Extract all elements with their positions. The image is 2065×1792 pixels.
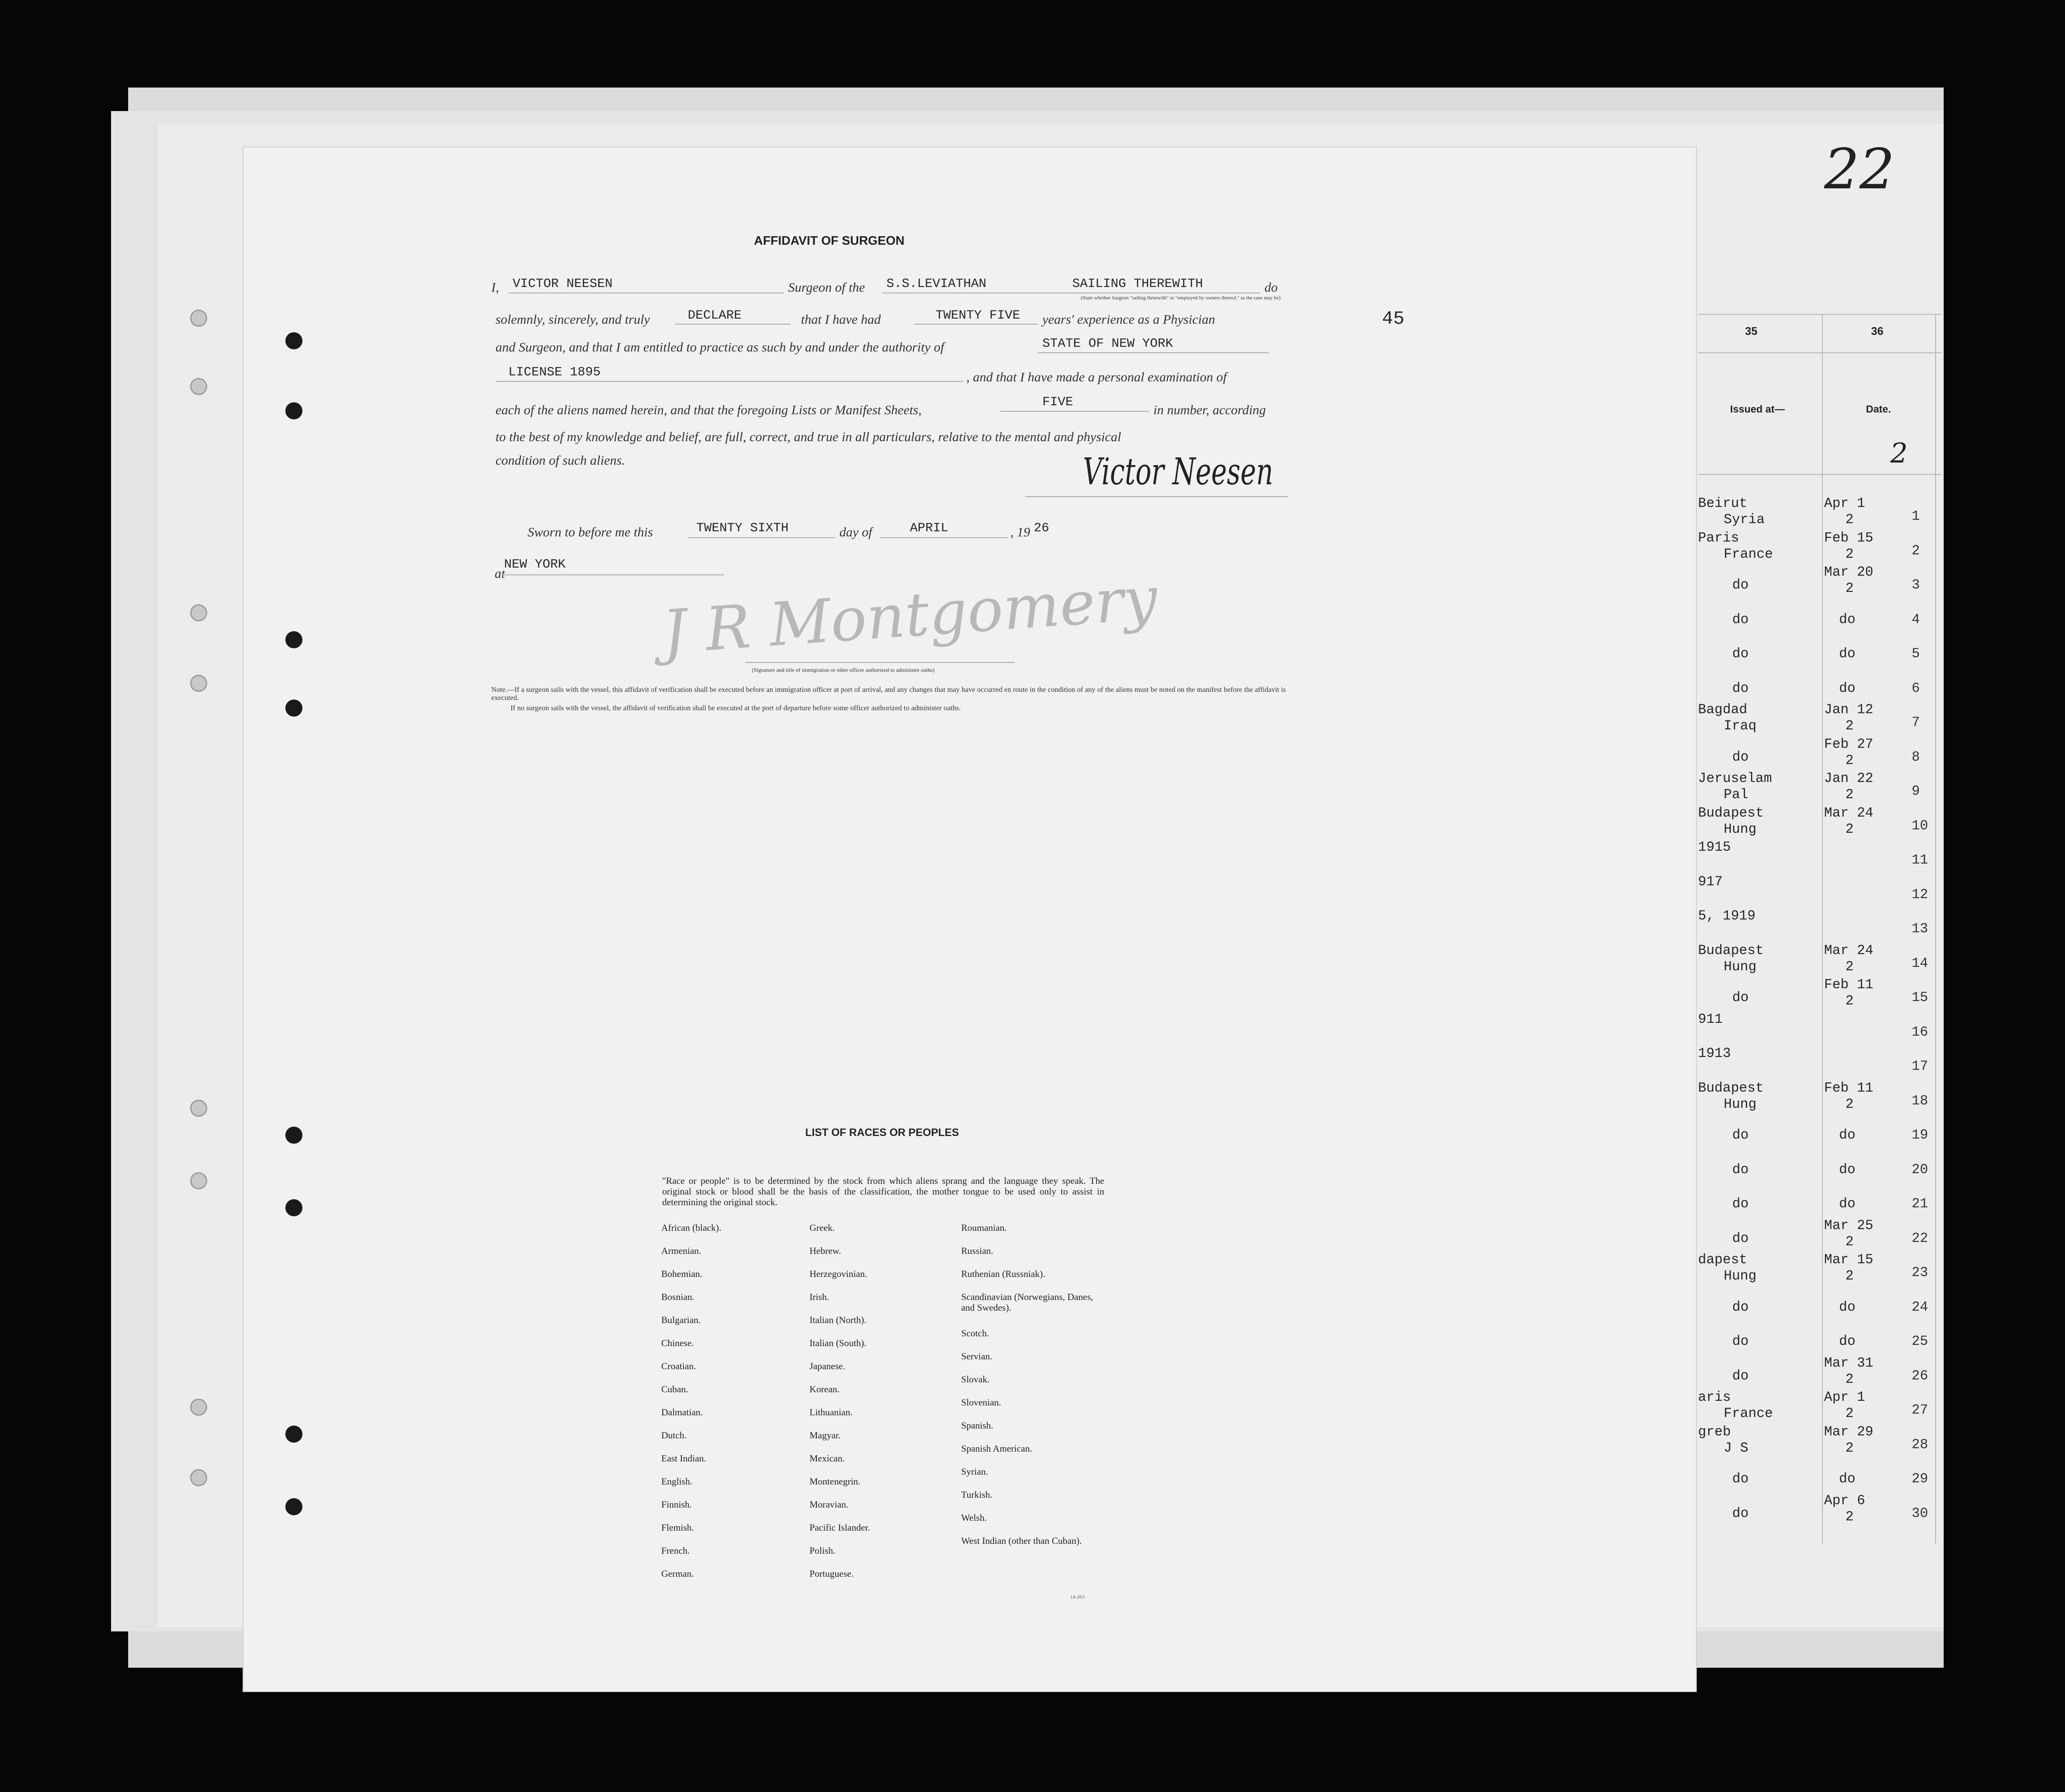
do-label: do <box>1264 280 1278 295</box>
race-item: Lithuanian. <box>810 1407 853 1417</box>
issue-date: Mar 29 <box>1824 1423 1874 1440</box>
race-item: Hebrew. <box>810 1245 841 1256</box>
that-label: that I have had <box>801 312 881 327</box>
issue-date: Mar 25 <box>1824 1217 1874 1233</box>
column-divider-35-36 <box>1822 314 1823 1544</box>
officer-signature-line <box>745 662 1015 663</box>
row-number: 27 <box>1912 1402 1928 1418</box>
row-number: 9 <box>1912 783 1920 799</box>
column-35-header: Issued at— <box>1730 404 1785 415</box>
issued-at-place: 5, 1919 <box>1698 908 1756 924</box>
issued-at-place: do <box>1732 611 1749 627</box>
issue-date: Feb 15 <box>1824 530 1874 546</box>
issued-at-place: do <box>1732 1505 1749 1521</box>
race-item: Magyar. <box>810 1430 841 1441</box>
punch-hole-back <box>190 675 207 692</box>
column-36-header: Date. <box>1866 404 1891 415</box>
license-line <box>496 381 963 382</box>
officer-signature: J R Montgomery <box>660 563 1160 668</box>
issue-date: Apr 1 <box>1824 1389 1866 1405</box>
declare-value: DECLARE <box>688 308 742 323</box>
race-item: Spanish. <box>961 1420 994 1431</box>
column-header-bottom-line <box>1698 474 1942 475</box>
issue-date: Feb 11 <box>1824 1080 1874 1096</box>
race-item: Croatian. <box>661 1361 696 1371</box>
issue-date-year: 2 <box>1845 1371 1854 1387</box>
issue-date: Apr 1 <box>1824 495 1866 511</box>
row-number: 22 <box>1912 1230 1928 1246</box>
row-number: 1 <box>1912 508 1920 524</box>
issue-date: do <box>1839 1471 1856 1487</box>
surgeon-name: VICTOR NEESEN <box>513 277 613 291</box>
issue-date: Apr 6 <box>1824 1492 1866 1508</box>
issued-at-place: do <box>1732 749 1749 765</box>
issued-at-place: 1913 <box>1698 1045 1731 1061</box>
issued-at-country: Hung <box>1724 1096 1757 1112</box>
license-value: LICENSE 1895 <box>508 365 601 380</box>
race-item: Portuguese. <box>810 1568 854 1579</box>
column-divider-right <box>1935 314 1936 1544</box>
issue-date: Feb 11 <box>1824 977 1874 993</box>
issued-at-place: do <box>1732 1230 1749 1246</box>
race-item: Pacific Islander. <box>810 1522 870 1533</box>
issue-date-year: 2 <box>1845 821 1854 837</box>
race-item: Bulgarian. <box>661 1315 701 1325</box>
issue-date: Jan 12 <box>1824 702 1874 717</box>
issued-at-place: do <box>1732 1333 1749 1349</box>
sheet-count: FIVE <box>1042 395 1074 410</box>
signature-line <box>1025 496 1288 497</box>
issue-date-year: 2 <box>1845 1508 1854 1525</box>
issued-at-place: Budapest <box>1698 805 1764 821</box>
punch-hole <box>285 332 302 349</box>
race-item: Turkish. <box>961 1489 993 1500</box>
race-item: English. <box>661 1476 692 1487</box>
race-item: Montenegrin. <box>810 1476 861 1487</box>
issue-date: do <box>1839 1196 1856 1212</box>
issue-date: do <box>1839 1299 1856 1315</box>
sworn-month-line <box>880 537 1008 538</box>
surgeon-of-label: Surgeon of the <box>788 280 865 295</box>
race-item: Slovenian. <box>961 1397 1001 1408</box>
race-item: East Indian. <box>661 1453 707 1464</box>
issue-date: Mar 20 <box>1824 564 1874 580</box>
race-item: African (black). <box>661 1222 722 1233</box>
issued-at-place: dapest <box>1698 1252 1748 1268</box>
issue-date-year: 2 <box>1845 718 1854 734</box>
note-2: If no surgeon sails with the vessel, the affidavit of verification shall be executed at the port of departure before some officer authorized to administer oaths. <box>510 704 961 712</box>
sworn-label: Sworn to before me this <box>528 524 653 539</box>
race-item: Bosnian. <box>661 1291 695 1302</box>
experience-label: years' experience as a Physician <box>1042 312 1215 327</box>
row-number: 25 <box>1912 1333 1928 1349</box>
issue-date-year: 2 <box>1845 1096 1854 1112</box>
issued-at-place: do <box>1732 1127 1749 1143</box>
race-item: Dutch. <box>661 1430 687 1441</box>
race-item: Bohemian. <box>661 1268 702 1279</box>
row-number: 11 <box>1912 852 1928 868</box>
row-number: 20 <box>1912 1161 1928 1177</box>
issued-at-place: Beirut <box>1698 495 1748 511</box>
issue-date-year: 2 <box>1845 958 1854 975</box>
punch-hole-back <box>190 1172 207 1189</box>
officer-caption: (Signature and title of immigration or other officer authorized to administer oaths) <box>752 667 935 673</box>
race-item: Syrian. <box>961 1466 988 1477</box>
punch-hole <box>285 700 302 717</box>
race-item: Polish. <box>810 1545 836 1556</box>
race-item: Servian. <box>961 1351 992 1362</box>
row-number: 29 <box>1912 1471 1928 1487</box>
row-number: 6 <box>1912 680 1920 696</box>
column-header-top-line <box>1698 314 1942 315</box>
column-header-mid-line <box>1698 352 1942 353</box>
punch-hole-back <box>190 310 207 327</box>
row-number: 8 <box>1912 749 1920 765</box>
sworn-place: NEW YORK <box>504 557 566 572</box>
issue-date-year: 2 <box>1845 993 1854 1009</box>
race-item: German. <box>661 1568 694 1579</box>
issue-date-year: 2 <box>1845 546 1854 562</box>
solemnly-label: solemnly, sincerely, and truly <box>496 312 650 327</box>
sworn-day: TWENTY SIXTH <box>696 521 789 536</box>
issued-at-place: 917 <box>1698 873 1723 890</box>
issue-date: Feb 27 <box>1824 736 1874 752</box>
vessel-name: S.S.LEVIATHAN <box>886 277 987 291</box>
issued-at-country: Syria <box>1724 512 1765 527</box>
issue-date: Mar 24 <box>1824 942 1874 958</box>
form-number: 14-263 <box>1070 1594 1085 1600</box>
years-value: TWENTY FIVE <box>936 308 1021 323</box>
issue-date-year: 2 <box>1845 1440 1854 1456</box>
row-number: 16 <box>1912 1024 1928 1040</box>
issued-at-place: Jeruselam <box>1698 770 1772 786</box>
issue-date: Mar 24 <box>1824 805 1874 821</box>
row-number: 21 <box>1912 1196 1928 1212</box>
issued-at-place: Bagdad <box>1698 702 1748 717</box>
issue-date: Mar 15 <box>1824 1252 1874 1268</box>
punch-hole-back <box>190 378 207 395</box>
row-number: 2 <box>1912 542 1920 559</box>
race-item: Roumanian. <box>961 1222 1007 1233</box>
punch-hole <box>285 1127 302 1144</box>
punch-hole <box>285 402 302 419</box>
race-item: Dalmatian. <box>661 1407 703 1417</box>
column-35-number: 35 <box>1745 325 1757 337</box>
issue-date-year: 2 <box>1845 580 1854 596</box>
punch-hole <box>285 1199 302 1216</box>
surgeon-signature: Victor Neesen <box>1083 451 1273 493</box>
issue-date: Mar 31 <box>1824 1355 1874 1371</box>
issue-date-year: 2 <box>1845 1268 1854 1284</box>
issued-at-place: 911 <box>1698 1011 1723 1027</box>
punch-hole-back <box>190 1100 207 1117</box>
race-item: Japanese. <box>810 1361 845 1371</box>
issued-at-place: do <box>1732 680 1749 696</box>
sworn-month: APRIL <box>910 521 949 536</box>
row-number: 23 <box>1912 1265 1928 1280</box>
issued-at-place: Paris <box>1698 530 1739 546</box>
issued-at-place: Budapest <box>1698 1080 1764 1096</box>
at-label: at <box>495 566 505 581</box>
row-number: 3 <box>1912 577 1920 593</box>
race-item: Moravian. <box>810 1499 849 1510</box>
issue-date-year: 2 <box>1845 1405 1854 1421</box>
row-number: 14 <box>1912 955 1928 971</box>
issued-at-place: do <box>1732 1196 1749 1212</box>
row-number: 15 <box>1912 990 1928 1005</box>
declare-line <box>675 324 790 325</box>
race-item: Cuban. <box>661 1384 688 1394</box>
race-item: Welsh. <box>961 1512 987 1523</box>
manifest-number: 45 <box>1382 308 1405 330</box>
sailing-note: (State whether Surgeon "sailing therewith" or "employed by owners thereof," as the case may be) <box>1081 295 1281 301</box>
punch-hole <box>285 1426 302 1443</box>
race-item: Irish. <box>810 1291 829 1302</box>
issued-at-place: do <box>1732 1299 1749 1315</box>
issued-at-place: greb <box>1698 1423 1731 1440</box>
issue-date: do <box>1839 1161 1856 1177</box>
punch-hole <box>285 631 302 648</box>
race-item: Scandinavian (Norwegians, Danes, and Swedes). <box>961 1291 1094 1313</box>
row-number: 24 <box>1912 1299 1928 1315</box>
sworn-place-line <box>502 574 724 575</box>
belief-label: to the best of my knowledge and belief, are full, correct, and true in all particulars, relative to the mental and physical <box>496 429 1121 444</box>
column-annotation: 2 <box>1890 438 1908 469</box>
row-number: 17 <box>1912 1058 1928 1074</box>
in-number-label: in number, according <box>1153 402 1266 417</box>
race-item: Herzegovinian. <box>810 1268 867 1279</box>
years-line <box>914 324 1038 325</box>
authority-line <box>1038 352 1269 353</box>
row-number: 7 <box>1912 714 1920 730</box>
issued-at-country: Hung <box>1724 958 1757 975</box>
issued-at-country: France <box>1724 1405 1773 1421</box>
punch-hole <box>285 1498 302 1515</box>
race-item: Scotch. <box>961 1328 989 1338</box>
issued-at-country: J S <box>1724 1440 1748 1456</box>
row-number: 10 <box>1912 817 1928 834</box>
race-item: Mexican. <box>810 1453 845 1464</box>
punch-hole-back <box>190 1399 207 1416</box>
issued-at-place: do <box>1732 577 1749 593</box>
issue-date: do <box>1839 1333 1856 1349</box>
row-number: 19 <box>1912 1127 1928 1143</box>
punch-hole-back <box>190 604 207 621</box>
row-number: 12 <box>1912 886 1928 902</box>
issue-date-year: 2 <box>1845 752 1854 768</box>
issued-at-country: France <box>1724 546 1773 562</box>
sworn-day-line <box>688 537 835 538</box>
day-of-label: day of <box>839 524 872 539</box>
row-number: 5 <box>1912 646 1920 662</box>
year-suffix: 26 <box>1034 521 1050 536</box>
row-number: 4 <box>1912 611 1920 627</box>
i-label: I, <box>491 280 499 295</box>
note-1: Note.—If a surgeon sails with the vessel, this affidavit of verification shall be executed before an immigration officer at port of arrival, and any changes that may have occurred en route in the condition of any of the aliens must be noted on the manifest before the affidavit is executed. <box>491 685 1286 702</box>
punch-hole-back <box>190 1469 207 1486</box>
sailing-status: SAILING THEREWITH <box>1072 277 1203 291</box>
issued-at-place: Budapest <box>1698 942 1764 958</box>
race-item: Ruthenian (Russniak). <box>961 1268 1045 1279</box>
race-item: French. <box>661 1545 690 1556</box>
authority-value: STATE OF NEW YORK <box>1042 337 1173 351</box>
issued-at-country: Hung <box>1724 821 1757 837</box>
race-item: Flemish. <box>661 1522 694 1533</box>
race-item: Chinese. <box>661 1338 694 1348</box>
row-number: 18 <box>1912 1092 1928 1109</box>
affidavit-title: AFFIDAVIT OF SURGEON <box>754 234 905 248</box>
race-item: Korean. <box>810 1384 840 1394</box>
issued-at-place: do <box>1732 1471 1749 1487</box>
issue-date: Jan 22 <box>1824 770 1874 786</box>
races-intro: "Race or people" is to be determined by the stock from which aliens sprang and the language they speak. The original stock or blood shall be the basis of the classification, the mother tongue to be used only to assist in determining the original stock. <box>662 1175 1104 1207</box>
issue-date: do <box>1839 1127 1856 1143</box>
row-number: 13 <box>1912 921 1928 937</box>
row-number: 26 <box>1912 1367 1928 1384</box>
race-item: Russian. <box>961 1245 994 1256</box>
column-36-number: 36 <box>1871 325 1883 337</box>
issue-date: do <box>1839 680 1856 696</box>
issued-at-place: 1915 <box>1698 839 1731 855</box>
authority-label: and Surgeon, and that I am entitled to practice as such by and under the authority of <box>496 340 945 354</box>
races-title: LIST OF RACES OR PEOPLES <box>805 1127 959 1139</box>
issued-at-place: do <box>1732 990 1749 1005</box>
row-number: 28 <box>1912 1436 1928 1452</box>
issue-date: do <box>1839 611 1856 627</box>
race-item: Finnish. <box>661 1499 692 1510</box>
race-item: Slovak. <box>961 1374 990 1385</box>
race-item: Italian (South). <box>810 1338 867 1348</box>
aliens-label: each of the aliens named herein, and that the foregoing Lists or Manifest Sheets, <box>496 402 922 417</box>
issued-at-place: aris <box>1698 1389 1731 1405</box>
issue-date-year: 2 <box>1845 512 1854 527</box>
race-item: Armenian. <box>661 1245 701 1256</box>
issued-at-place: do <box>1732 646 1749 662</box>
issued-at-country: Iraq <box>1724 718 1757 734</box>
issued-at-country: Pal <box>1724 787 1748 802</box>
condition-label: condition of such aliens. <box>496 453 625 468</box>
year-prefix: , 19 <box>1010 524 1030 539</box>
page-number: 22 <box>1824 137 1895 202</box>
issued-at-country: Hung <box>1724 1268 1757 1284</box>
issue-date: do <box>1839 646 1856 662</box>
race-item: Greek. <box>810 1222 835 1233</box>
race-item: West Indian (other than Cuban). <box>961 1535 1082 1546</box>
sheet-count-line <box>1000 411 1149 412</box>
issue-date-year: 2 <box>1845 787 1854 802</box>
row-number: 30 <box>1912 1505 1928 1521</box>
exam-label: , and that I have made a personal examination of <box>966 369 1227 384</box>
race-item: Spanish American. <box>961 1443 1032 1454</box>
race-item: Italian (North). <box>810 1315 867 1325</box>
issued-at-place: do <box>1732 1161 1749 1177</box>
issued-at-place: do <box>1732 1367 1749 1384</box>
issue-date-year: 2 <box>1845 1233 1854 1250</box>
